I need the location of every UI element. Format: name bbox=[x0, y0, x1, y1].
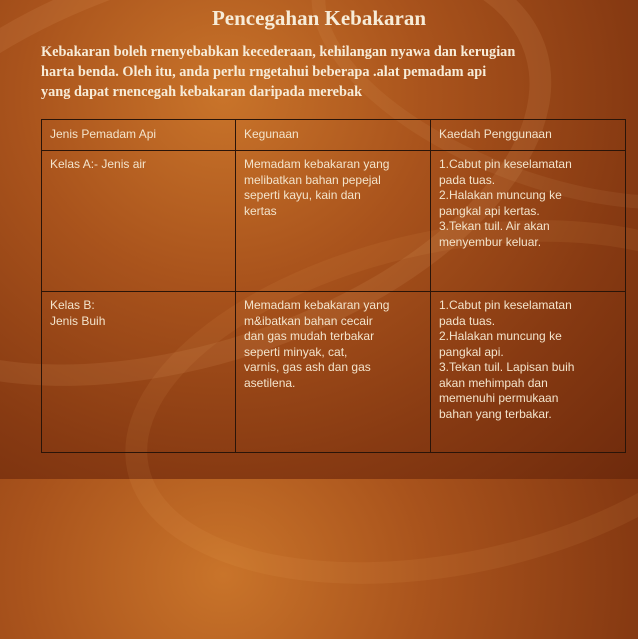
cell-line: 3.Tekan tuil. Lapisan buih bbox=[439, 360, 575, 374]
cell-line: akan mehimpah dan bbox=[439, 375, 548, 390]
extinguisher-table bbox=[41, 119, 626, 453]
cell-line: Memadam kebakaran yang bbox=[244, 298, 390, 312]
cell-line: dan gas mudah terbakar bbox=[244, 329, 375, 343]
intro-line: yang dapat rnencegah kebakaran daripada merebak bbox=[41, 84, 363, 100]
cell-line: pada tuas. bbox=[439, 172, 496, 187]
intro-paragraph bbox=[41, 42, 631, 102]
cell-line: varnis, gas ash dan gas bbox=[244, 360, 371, 374]
cell-line: 3.Tekan tuil. Air akan bbox=[439, 219, 550, 233]
cell-line: bahan yang terbakar. bbox=[439, 406, 552, 421]
cell-line: seperti kayu, kain dan bbox=[244, 188, 361, 202]
intro-line: Kebakaran boleh rnenyebabkan kecederaan, kehilangan nyawa dan kerugian bbox=[41, 44, 516, 60]
cell-usage bbox=[236, 151, 431, 292]
cell-usage bbox=[236, 292, 431, 453]
cell-line: melibatkan bahan pepejal bbox=[244, 172, 381, 187]
cell-line: pangkal api. bbox=[439, 344, 504, 359]
cell-line: pangkal api kertas. bbox=[439, 203, 540, 218]
cell-line: menyembur keluar. bbox=[439, 234, 542, 249]
cell-type bbox=[42, 151, 236, 292]
header-type: Jenis Pemadam Api bbox=[42, 120, 236, 151]
table-header-row bbox=[42, 120, 626, 151]
header-usage: Kegunaan bbox=[236, 120, 431, 151]
cell-line: Kelas A:- Jenis air bbox=[50, 157, 147, 171]
table-row bbox=[42, 151, 626, 292]
cell-line: seperti minyak, cat, bbox=[244, 344, 348, 359]
cell-line: Memadam kebakaran yang bbox=[244, 157, 390, 171]
cell-line: asetilena. bbox=[244, 375, 296, 390]
cell-line: 1.Cabut pin keselamatan bbox=[439, 298, 572, 312]
cell-line: 2.Halakan muncung ke bbox=[439, 329, 562, 343]
cell-method bbox=[431, 292, 626, 453]
header-method: Kaedah Penggunaan bbox=[431, 120, 626, 151]
cell-line: Kelas B: bbox=[50, 298, 95, 312]
intro-line: harta benda. Oleh itu, anda perlu rngetahui beberapa .alat pemadam api bbox=[41, 64, 487, 80]
table-row bbox=[42, 292, 626, 453]
slide-title: Pencegahan Kebakaran bbox=[211, 6, 427, 30]
cell-line: memenuhi permukaan bbox=[439, 391, 559, 405]
cell-line: pada tuas. bbox=[439, 313, 496, 328]
cell-line: 1.Cabut pin keselamatan bbox=[439, 157, 572, 171]
cell-line: kertas bbox=[244, 203, 277, 218]
cell-method bbox=[431, 151, 626, 292]
cell-line: m&ibatkan bahan cecair bbox=[244, 313, 373, 328]
cell-type bbox=[42, 292, 236, 453]
cell-line: 2.Halakan muncung ke bbox=[439, 188, 562, 202]
cell-line: Jenis Buih bbox=[50, 313, 106, 328]
